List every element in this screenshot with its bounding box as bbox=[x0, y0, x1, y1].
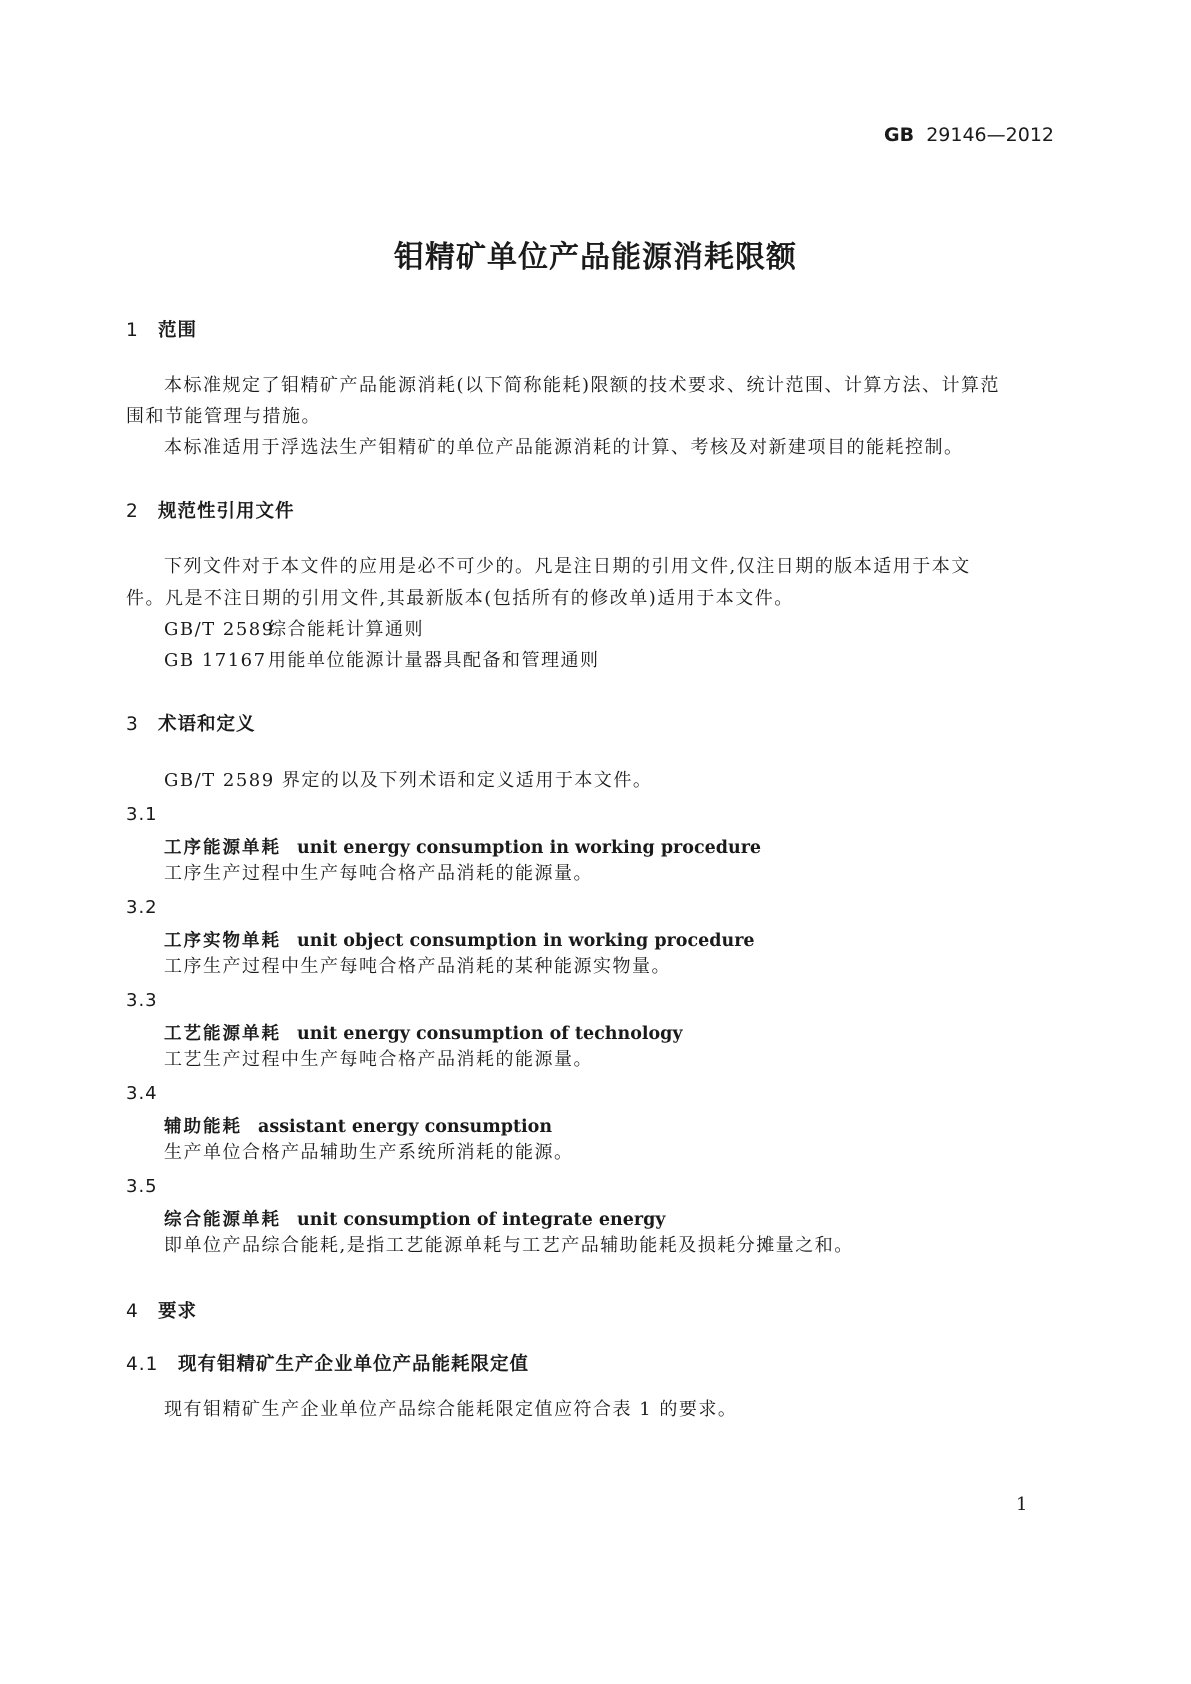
normative-reference: GB/T 2589综合能耗计算通则 bbox=[164, 619, 424, 640]
section-2-heading: 2 规范性引用文件 bbox=[126, 501, 295, 522]
section-1-heading: 1 范围 bbox=[126, 320, 198, 341]
section-3-intro: GB/T 2589 界定的以及下列术语和定义适用于本文件。 bbox=[164, 770, 653, 791]
term-title: 辅助能耗 assistant energy consumption bbox=[164, 1117, 553, 1137]
page-number: 1 bbox=[1016, 1494, 1028, 1515]
term-number: 3.5 bbox=[126, 1176, 158, 1197]
term-definition: 即单位产品综合能耗,是指工艺能源单耗与工艺产品辅助能耗及损耗分摊量之和。 bbox=[164, 1235, 854, 1256]
term-title: 工艺能源单耗 unit energy consumption of technology bbox=[164, 1024, 683, 1044]
section-1-paragraph-line: 围和节能管理与措施。 bbox=[126, 406, 321, 427]
section-4-1-heading: 4.1 现有钼精矿生产企业单位产品能耗限定值 bbox=[126, 1354, 530, 1375]
term-definition: 工艺生产过程中生产每吨合格产品消耗的能源量。 bbox=[164, 1049, 593, 1070]
section-1-paragraph: 本标准适用于浮选法生产钼精矿的单位产品能源消耗的计算、考核及对新建项目的能耗控制。 bbox=[164, 437, 964, 458]
term-number: 3.1 bbox=[126, 804, 158, 825]
term-title: 工序能源单耗 unit energy consumption in working procedure bbox=[164, 838, 762, 858]
section-3-heading: 3 术语和定义 bbox=[126, 714, 256, 735]
normative-reference: GB 17167用能单位能源计量器具配备和管理通则 bbox=[164, 650, 600, 671]
term-definition: 工序生产过程中生产每吨合格产品消耗的某种能源实物量。 bbox=[164, 956, 671, 977]
term-definition: 生产单位合格产品辅助生产系统所消耗的能源。 bbox=[164, 1142, 574, 1163]
term-number: 3.3 bbox=[126, 990, 158, 1011]
section-2-paragraph-line: 下列文件对于本文件的应用是必不可少的。凡是注日期的引用文件,仅注日期的版本适用于本文 bbox=[164, 556, 971, 577]
section-2-paragraph-line: 件。凡是不注日期的引用文件,其最新版本(包括所有的修改单)适用于本文件。 bbox=[126, 588, 794, 609]
section-4-heading: 4 要求 bbox=[126, 1301, 198, 1322]
term-definition: 工序生产过程中生产每吨合格产品消耗的能源量。 bbox=[164, 863, 593, 884]
section-1-paragraph-line: 本标准规定了钼精矿产品能源消耗(以下简称能耗)限额的技术要求、统计范围、计算方法、计算范 bbox=[164, 375, 1001, 396]
term-title: 工序实物单耗 unit object consumption in working procedure bbox=[164, 931, 755, 951]
standard-number: GB 29146—2012 bbox=[884, 124, 1054, 146]
term-number: 3.4 bbox=[126, 1083, 158, 1104]
document-title: 钼精矿单位产品能源消耗限额 bbox=[394, 240, 797, 275]
section-4-1-paragraph: 现有钼精矿生产企业单位产品综合能耗限定值应符合表 1 的要求。 bbox=[164, 1399, 738, 1420]
term-title: 综合能源单耗 unit consumption of integrate energy bbox=[164, 1210, 666, 1230]
term-number: 3.2 bbox=[126, 897, 158, 918]
